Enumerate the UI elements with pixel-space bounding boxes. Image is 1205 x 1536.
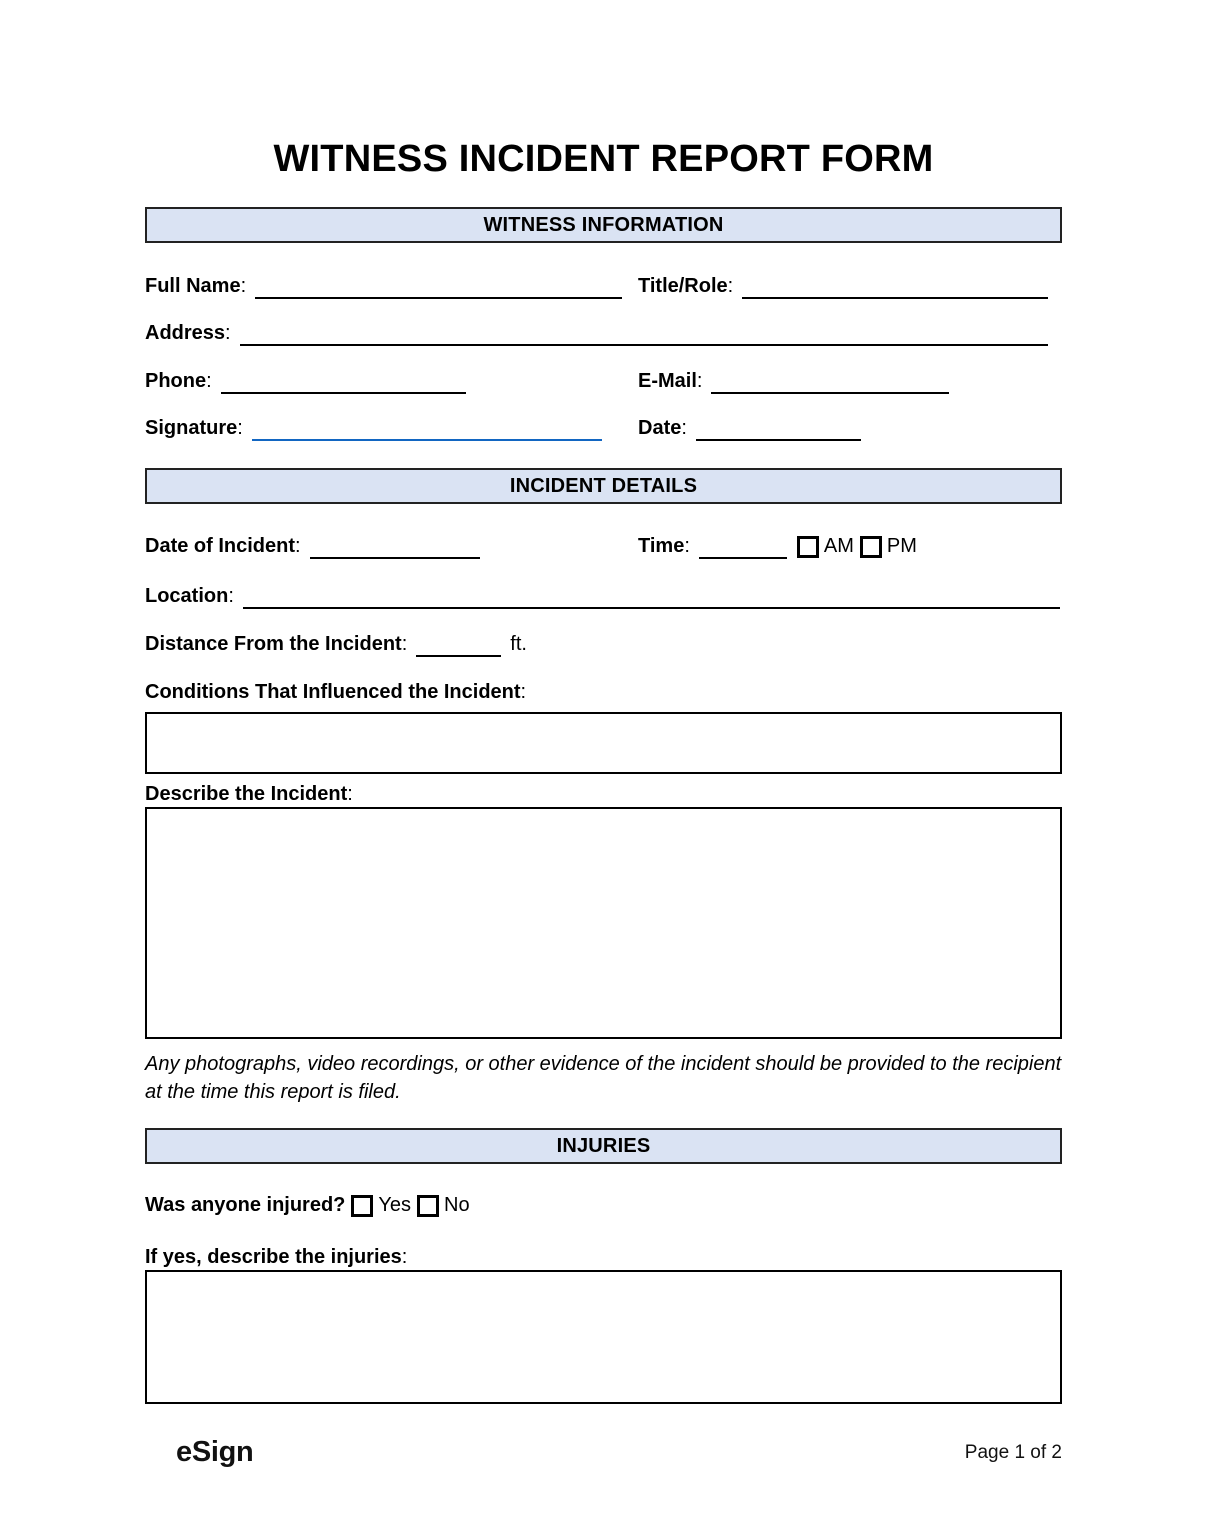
page-footer [145, 1436, 1062, 1469]
location-row [145, 583, 1062, 609]
evidence-note: Any photographs, video recordings, or other evidence of the incident should be provided to the recipient at the time this report is filed. [145, 1053, 1062, 1103]
phone-email-row [145, 368, 1062, 394]
email-label: E-Mail: [638, 370, 703, 392]
pm-label: PM [886, 535, 917, 557]
time-input-line[interactable] [699, 557, 787, 559]
distance-input-line[interactable] [416, 655, 501, 657]
distance-unit-label: ft. [510, 633, 527, 655]
location-input-line[interactable] [243, 607, 1060, 609]
phone-input-line[interactable] [221, 392, 466, 394]
injured-yes-checkbox[interactable] [351, 1195, 373, 1217]
injuries-textarea[interactable] [145, 1270, 1062, 1404]
email-input-line[interactable] [711, 392, 949, 394]
signature-date-label: Date: [638, 417, 687, 439]
address-row [145, 320, 1062, 346]
address-input-line[interactable] [240, 344, 1048, 346]
incident-details-header-label: INCIDENT DETAILS [509, 474, 698, 497]
signature-date-row [145, 415, 1062, 441]
conditions-label-row [145, 679, 1062, 705]
distance-row [145, 631, 1062, 657]
signature-date-input-line[interactable] [696, 439, 861, 441]
form-content [145, 0, 1062, 1404]
witness-information-section-header [145, 207, 1062, 243]
injured-question-label: Was anyone injured? [145, 1194, 346, 1216]
date-of-incident-label: Date of Incident: [145, 535, 301, 557]
date-of-incident-input-line[interactable] [310, 557, 480, 559]
injured-no-label: No [444, 1194, 470, 1216]
signature-label: Signature: [145, 417, 243, 439]
distance-label: Distance From the Incident: [145, 633, 408, 655]
pm-checkbox[interactable] [860, 536, 882, 558]
injuries-header-label: INJURIES [556, 1134, 651, 1157]
signature-input-line[interactable] [252, 439, 602, 441]
esign-logo: eSign [176, 1436, 254, 1468]
time-label: Time: [638, 535, 690, 557]
incident-details-section-header [145, 468, 1062, 504]
full-name-title-role-row [145, 273, 1062, 299]
injuries-section-header [145, 1128, 1062, 1164]
conditions-textarea[interactable] [145, 712, 1062, 774]
incident-description-textarea[interactable] [145, 807, 1062, 1039]
injured-no-checkbox[interactable] [417, 1195, 439, 1217]
phone-label: Phone: [145, 370, 212, 392]
full-name-input-line[interactable] [255, 297, 622, 299]
title-role-label: Title/Role: [638, 275, 734, 297]
location-label: Location: [145, 585, 234, 607]
conditions-label: Conditions That Influenced the Incident: [145, 681, 527, 703]
am-checkbox[interactable] [797, 536, 819, 558]
address-label: Address: [145, 322, 231, 344]
describe-incident-label: Describe the Incident: [145, 783, 353, 805]
injured-question-row [145, 1192, 1062, 1218]
describe-injuries-label-row [145, 1244, 1062, 1270]
witness-information-header-label: WITNESS INFORMATION [483, 213, 724, 236]
describe-injuries-label: If yes, describe the injuries: [145, 1246, 408, 1268]
full-name-label: Full Name: [145, 275, 247, 297]
page-number: Page 1 of 2 [964, 1441, 1062, 1463]
date-of-incident-time-row [145, 533, 1062, 559]
title-role-input-line[interactable] [742, 297, 1048, 299]
describe-incident-label-row [145, 781, 1062, 807]
injured-yes-label: Yes [378, 1194, 412, 1216]
page-title: WITNESS INCIDENT REPORT FORM [273, 138, 934, 180]
am-label: AM [823, 535, 854, 557]
